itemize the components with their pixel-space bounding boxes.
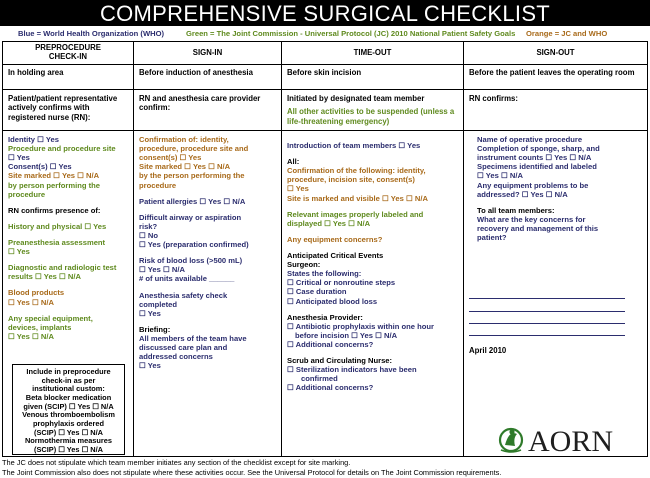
section-heading: To all team members: [477,205,555,215]
legend-green: Green = The Joint Commission - Universal Protocol (JC) 2010 National Patient Safety Goals [186,29,516,38]
item: procedure, incision site, consent(s) [287,175,415,185]
item: addressed? ☐ Yes ☐ N/A [477,189,568,199]
checklist-items [3,132,133,344]
item: Any equipment problems to be [477,180,589,190]
aorn-logo [497,420,637,456]
answer-line [469,324,625,336]
box-line: Normothermia measures [24,436,113,446]
checklist-table [2,41,648,457]
footer-line: The Joint Commission also does not stipulate where these activities occur. See the Universal Protocol for details on The Joint Commission requirements. [2,468,502,477]
aorn-logo-icon [497,420,637,456]
box-line: (SCIP) ☐ Yes ☐ N/A [34,427,103,437]
timing-cell: In holding area [3,65,133,90]
footer-line: The JC does not stipulate which team member initiates any section of the checklist except for site marking. [2,458,351,467]
item: displayed ☐ Yes ☐ N/A [287,218,371,228]
timing-cell: Before induction of anesthesia [134,65,281,90]
section-heading: Anesthesia Provider: [287,312,363,322]
box-line: prophylaxis ordered [32,418,105,428]
responsibility-cell [282,90,463,131]
item: addressed concerns [139,352,213,362]
responsibility-cell: RN confirms: [464,90,647,131]
section-heading: Scrub and Circulating Nurse: [287,356,393,366]
item: risk? [139,221,158,231]
revision-date: April 2010 [469,346,507,355]
page-title: COMPREHENSIVE SURGICAL CHECKLIST [0,0,650,26]
item: ☐ Additional concerns? [287,383,374,393]
answer-line [469,299,625,311]
answer-line [469,312,625,324]
item: Diagnostic and radiologic test [8,263,117,273]
column-header: SIGN-OUT [464,42,647,65]
answer-lines [469,287,625,336]
institutional-custom-box [12,364,125,455]
item: Anesthesia safety check [139,290,228,300]
item: procedure, procedure site and [139,144,249,154]
item: instrument counts ☐ Yes ☐ N/A [477,153,592,163]
item: procedure [139,180,177,190]
column-header: TIME-OUT [282,42,463,65]
header-line-2: CHECK-IN [48,52,88,61]
item: Introduction of team members ☐ Yes [287,141,421,150]
item: ☐ Sterilization indicators have been [287,365,417,375]
item: recovery and management of this [477,223,599,233]
section-heading: RN confirms presence of: [8,205,101,215]
checklist-items [134,132,281,373]
column-preprocedure [3,42,134,456]
item: ☐ Yes ☐ N/A [8,297,54,307]
item: ☐ Case duration [287,287,347,297]
section-heading: Anticipated Critical Events [287,250,384,260]
responsibility-cell: Patient/patient representative actively confirms with registered nurse (RN): [3,90,133,131]
item: Identity ☐ Yes [8,135,59,144]
suspension-note: All other activities to be suspended (unless a life-threatening emergency) [287,107,455,126]
section-heading: All: [287,157,300,167]
item: Any equipment concerns? [287,234,383,244]
legend-orange: Orange = JC and WHO [526,29,608,38]
item: States the following: [287,269,362,279]
checklist-items [282,138,463,396]
item: Specimens identified and labeled [477,162,597,172]
column-time-out [282,42,464,456]
column-header: SIGN-IN [134,42,281,65]
item: Confirmation of the following: identity, [287,166,426,176]
item: ☐ Yes [8,153,30,163]
item: Any special equipment, [8,313,93,323]
item: by person performing the [8,180,100,190]
item: History and physical ☐ Yes [8,221,107,231]
logo-text: AORN [528,425,614,456]
item: Procedure and procedure site [8,144,116,154]
box-line: Venous thromboembolism [22,410,115,420]
item: What are the key concerns for [477,214,586,224]
header-line-1: PREPROCEDURE [35,43,101,53]
section-heading: Briefing: [139,324,171,334]
responsibility-cell: RN and anesthesia care provider confirm: [134,90,281,131]
item: ☐ Yes [139,308,161,318]
item: Risk of blood loss (>500 mL) [139,256,243,266]
item: ☐ Antibiotic prophylaxis within one hour [287,321,435,331]
item: ☐ Yes [8,247,30,257]
box-line: institutional custom: [32,384,105,394]
item: confirmed [301,374,338,384]
item: Preanesthesia assessment [8,237,106,247]
box-line: given (SCIP) ☐ Yes ☐ N/A [23,401,114,411]
responsibility-text: Initiated by designated team member [287,94,425,103]
box-line: (SCIP) ☐ Yes ☐ N/A [34,444,103,454]
column-sign-in [134,42,282,456]
item: # of units available ______ [139,274,235,284]
item: consent(s) ☐ Yes [139,153,202,163]
box-line: Beta blocker medication [25,392,112,402]
footer-notes [2,458,650,478]
item: ☐ Yes [287,184,309,194]
item: results ☐ Yes ☐ N/A [8,272,81,282]
item: Site is marked and visible ☐ Yes ☐ N/A [287,193,428,203]
item: before incision ☐ Yes ☐ N/A [295,330,398,340]
item: Patient allergies ☐ Yes ☐ N/A [139,196,246,206]
item: procedure [8,189,46,199]
item: patient? [477,233,507,243]
item: discussed care plan and [139,343,228,353]
timing-cell: Before skin incision [282,65,463,90]
item: ☐ No [139,230,159,240]
item: Site marked ☐ Yes ☐ N/A [139,162,231,172]
column-header [3,42,133,65]
item: ☐ Additional concerns? [287,339,374,349]
item: ☐ Anticipated blood loss [287,296,378,306]
item: ☐ Critical or nonroutine steps [287,278,396,288]
item: ☐ Yes ☐ N/A [8,331,54,341]
item: Confirmation of: identity, [139,135,229,144]
item: ☐ Yes [139,361,161,371]
item: Blood products [8,288,65,298]
item: Site marked ☐ Yes ☐ N/A [8,171,100,181]
item: Difficult airway or aspiration [139,212,242,222]
item: completed [139,299,177,309]
box-line: Include in preprocedure [26,367,111,376]
answer-line [469,287,625,299]
checklist-items [464,132,647,245]
legend-blue: Blue = World Health Organization (WHO) [18,29,165,38]
item: Consent(s) ☐ Yes [8,162,72,172]
item: by the person performing the [139,171,245,181]
item: ☐ Yes ☐ N/A [139,265,185,275]
item: All members of the team have [139,333,247,343]
timing-cell: Before the patient leaves the operating room [464,65,647,90]
section-heading: Surgeon: [287,260,321,270]
item: ☐ Yes (preparation confirmed) [139,240,249,250]
item: Name of operative procedure [477,135,583,144]
color-legend [0,27,650,41]
item: devices, implants [8,322,72,332]
item: ☐ Yes ☐ N/A [477,171,523,181]
item: Relevant images properly labeled and [287,209,424,219]
column-sign-out [464,42,647,456]
box-line: check-in as per [41,375,96,385]
item: Completion of sponge, sharp, and [477,144,600,154]
